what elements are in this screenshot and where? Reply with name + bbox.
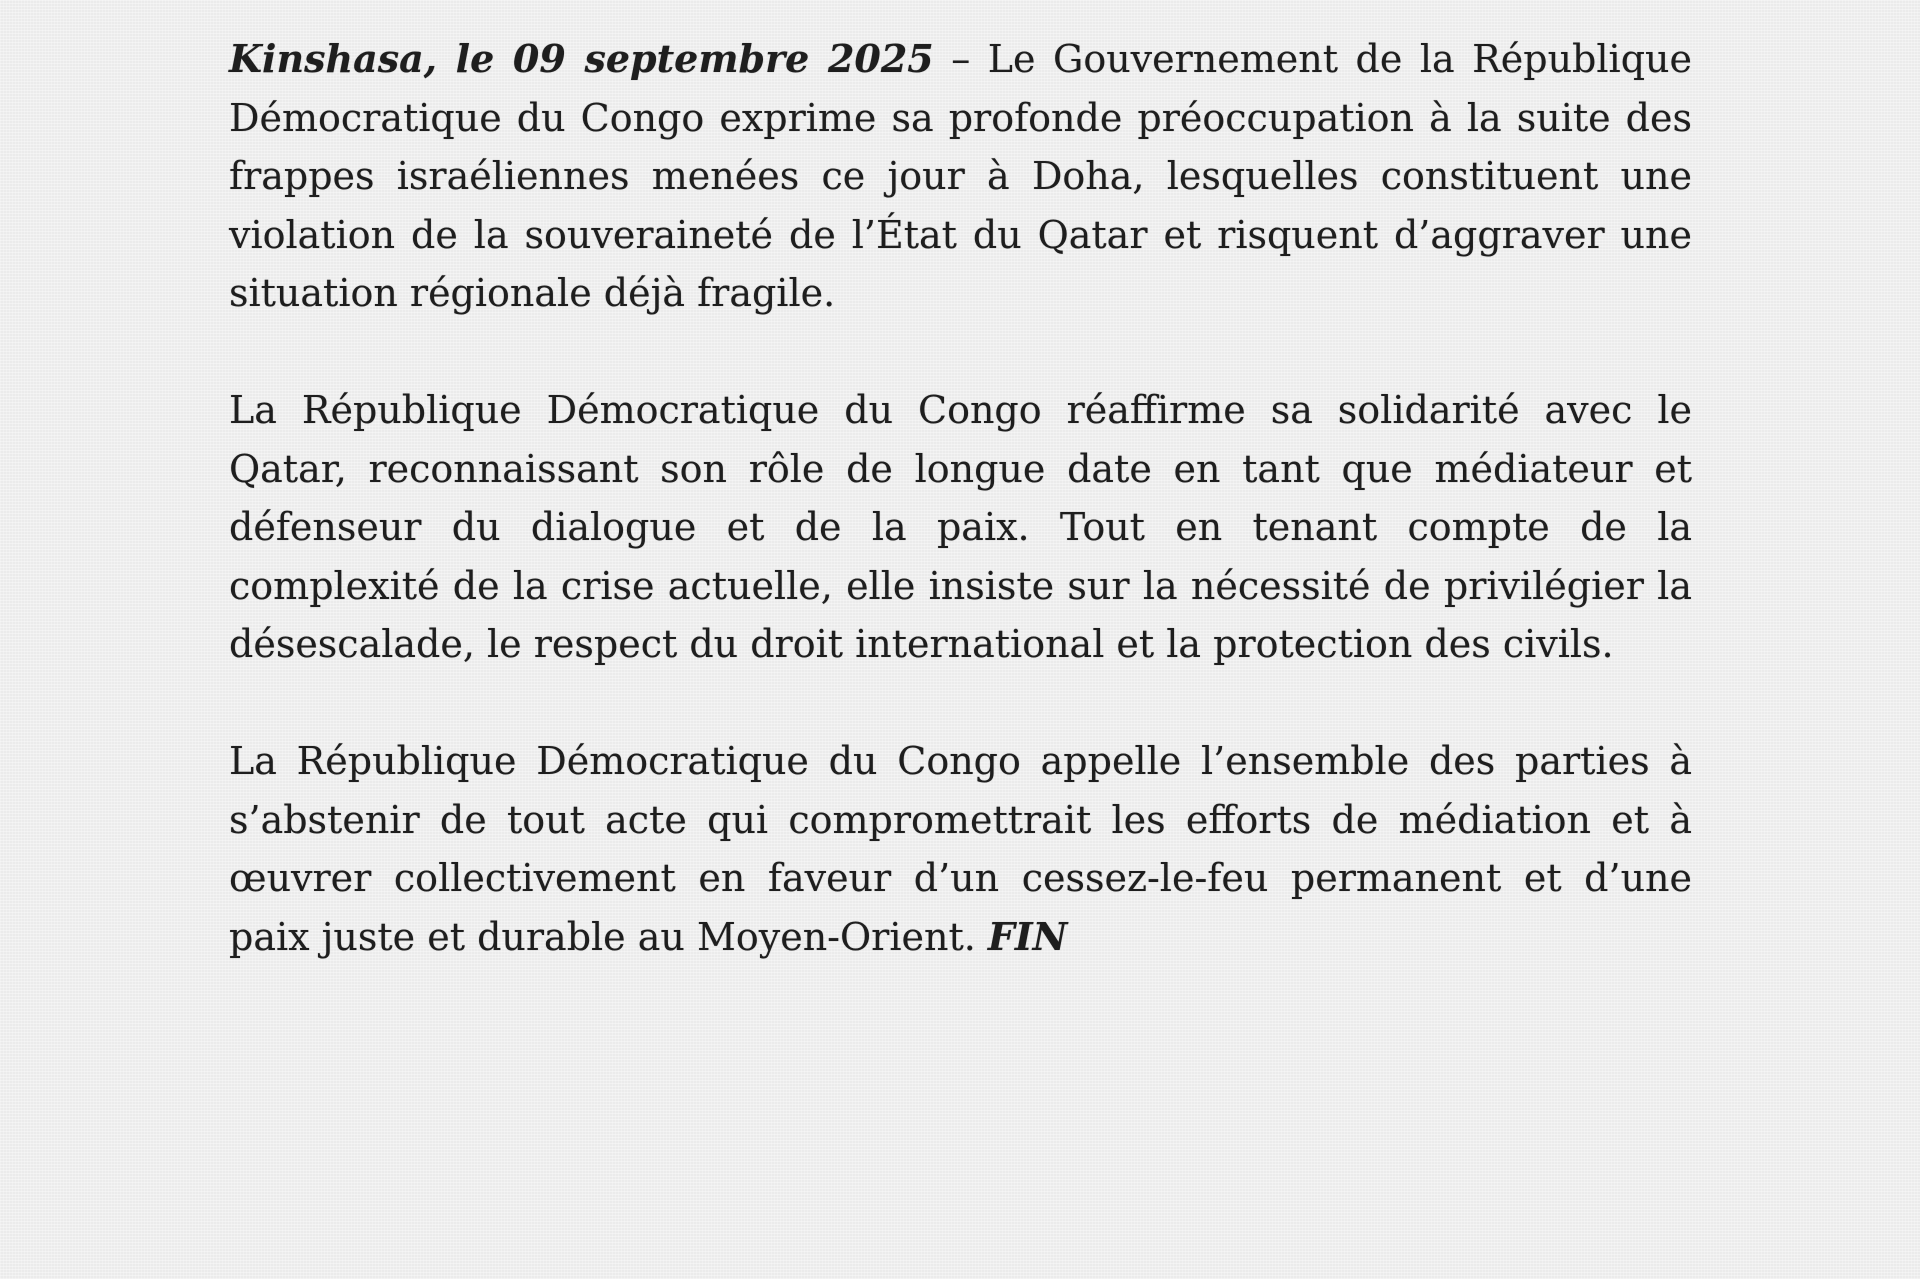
dateline-dash: – [933,37,988,81]
paragraph-intro [229,30,1692,323]
dateline: Kinshasa, le 09 septembre 2025 [229,36,934,81]
closing-fin: FIN [987,913,1068,959]
paragraph-solidarity [229,381,1692,674]
press-release-body [229,30,1692,1025]
paragraph-3-text: La République Démocratique du Congo appelle l’ensemble des parties à s’abstenir de tout acte qui compromettrait les efforts de médiation et à œuvrer collectivement en faveur d’un cessez-le-feu permanent et d’une paix juste et durable au Moyen-Orient. [229,739,1692,959]
paragraph-2-text: La République Démocratique du Congo réaffirme sa solidarité avec le Qatar, reconnaissant son rôle de longue date en tant que médiateur et défenseur du dialogue et de la paix. Tout en tenant compte de la complexité de la crise actuelle, elle insiste sur la nécessité de privilégier la désescalade, le respect du droit international et la protection des civils. [229,388,1692,666]
paragraph-1-text: Le Gouvernement de la République Démocratique du Congo exprime sa profonde préoccupation à la suite des frappes israéliennes menées ce jour à Doha, lesquelles constituent une violation de la souveraineté de l’État du Qatar et risquent d’aggraver une situation régionale déjà fragile. [229,37,1692,315]
paragraph-appeal [229,732,1692,966]
